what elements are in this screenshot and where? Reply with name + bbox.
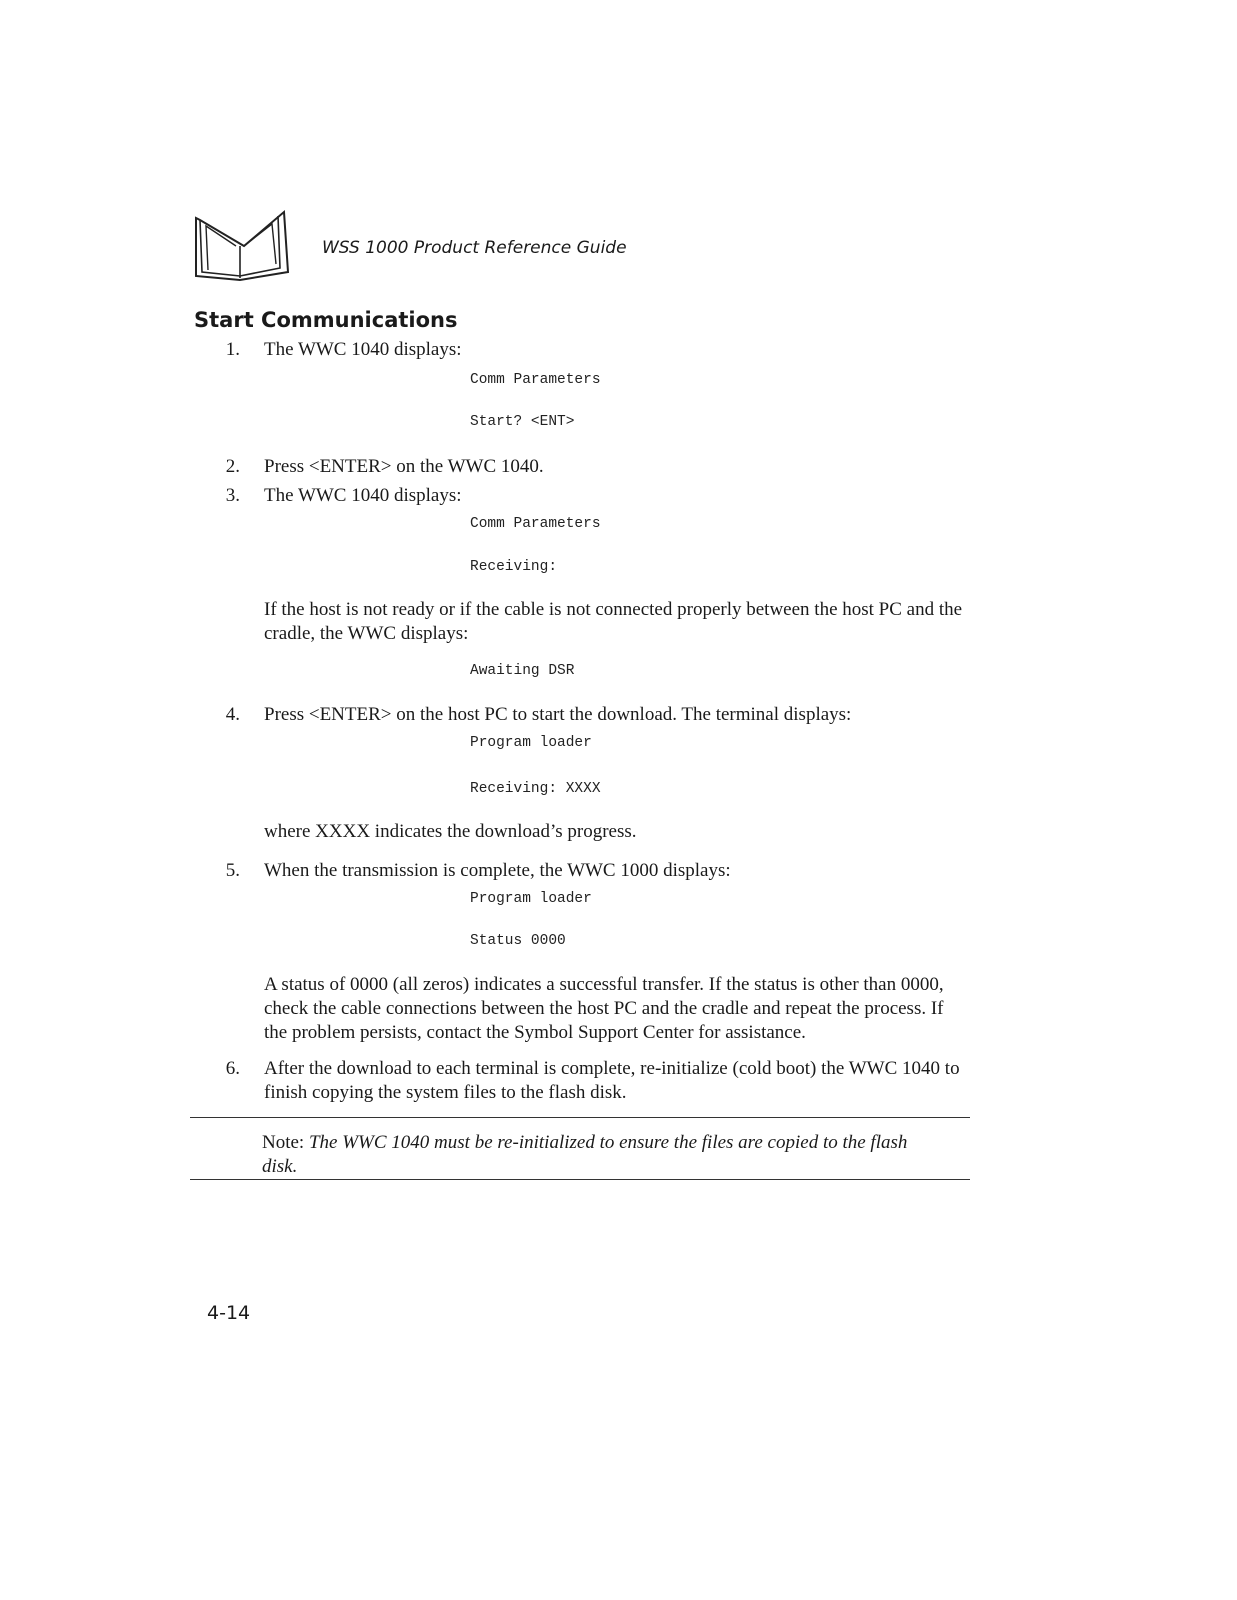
note-label: Note: bbox=[262, 1132, 305, 1153]
running-header-title: WSS 1000 Product Reference Guide bbox=[322, 238, 627, 258]
step-text: After the download to each terminal is complete, re-initialize (cold boot) the WWC 1040 to finish copying the system files to the flash disk. bbox=[264, 1058, 960, 1103]
step-number: 3. bbox=[225, 485, 240, 506]
step-number: 2. bbox=[225, 456, 240, 477]
terminal-display-line: Status 0000 bbox=[470, 933, 566, 949]
terminal-display-line: Receiving: XXXX bbox=[470, 781, 601, 797]
terminal-display-line: Receiving: bbox=[470, 559, 558, 575]
step-text: The WWC 1040 displays: bbox=[264, 485, 462, 506]
step-text: Press <ENTER> on the host PC to start the download. The terminal displays: bbox=[264, 704, 852, 725]
terminal-display-line: Awaiting DSR bbox=[470, 663, 575, 679]
paragraph: If the host is not ready or if the cable is not connected properly between the host PC and the cradle, the WWC displays: bbox=[264, 599, 963, 644]
step-text: Press <ENTER> on the WWC 1040. bbox=[264, 456, 544, 477]
step-text: The WWC 1040 displays: bbox=[264, 339, 462, 360]
paragraph: A status of 0000 (all zeros) indicates a successful transfer. If the status is other than 0000, check the cable connections between the host PC and the cradle and repeat the process. If the problem persists, contact the Symbol Support Center for assistance. bbox=[264, 974, 944, 1043]
step-number: 6. bbox=[225, 1058, 240, 1079]
step-number: 4. bbox=[225, 704, 240, 725]
step-number: 5. bbox=[225, 860, 240, 881]
note-text: The WWC 1040 must be re-initialized to ensure the files are copied to the flash disk. bbox=[262, 1132, 908, 1177]
book-icon bbox=[192, 206, 292, 284]
terminal-display-line: Comm Parameters bbox=[470, 372, 601, 388]
section-title: Start Communications bbox=[194, 308, 458, 332]
note bbox=[262, 1131, 942, 1179]
step-number: 1. bbox=[225, 339, 240, 360]
divider bbox=[190, 1179, 970, 1180]
page-number: 4-14 bbox=[207, 1302, 251, 1324]
terminal-display-line: Comm Parameters bbox=[470, 516, 601, 532]
terminal-display-line: Program loader bbox=[470, 891, 592, 907]
step-text: When the transmission is complete, the WWC 1000 displays: bbox=[264, 860, 731, 881]
paragraph: where XXXX indicates the download’s progress. bbox=[264, 821, 637, 842]
divider bbox=[190, 1117, 970, 1118]
terminal-display-line: Start? <ENT> bbox=[470, 414, 575, 430]
terminal-display-line: Program loader bbox=[470, 735, 592, 751]
